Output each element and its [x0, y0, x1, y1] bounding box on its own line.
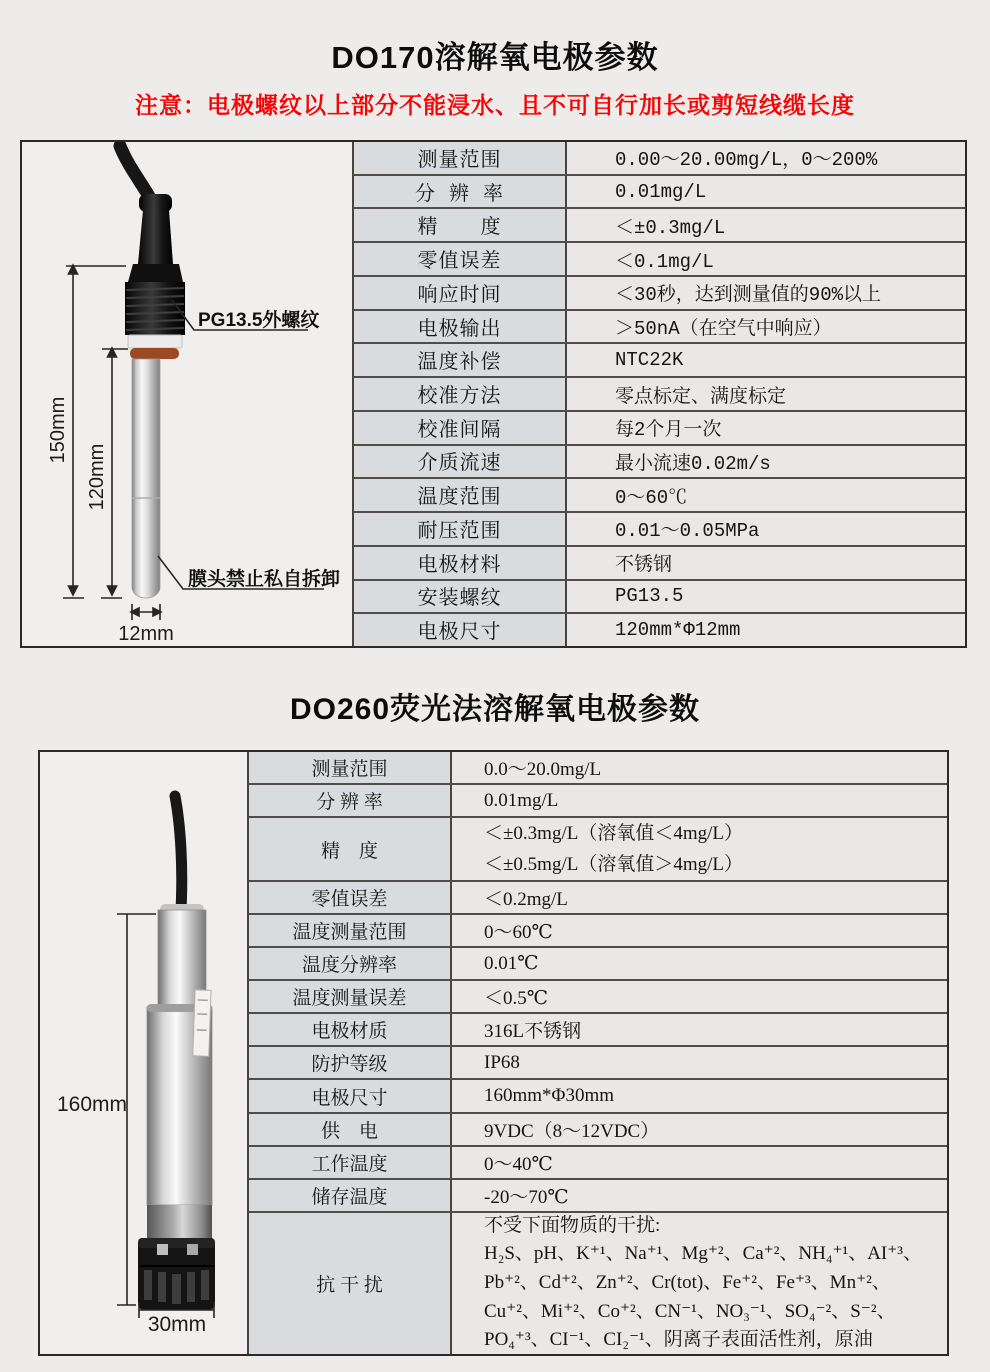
- spec-row: [354, 410, 965, 444]
- bottom-cap: [138, 1238, 215, 1310]
- do170-spec-table: [354, 142, 965, 646]
- spec-row: [354, 376, 965, 410]
- spec-label: 零值误差: [354, 243, 567, 275]
- spec-value: [452, 818, 947, 880]
- spec-row: [249, 979, 947, 1012]
- spec-row: [249, 1012, 947, 1045]
- spec-value: 最小流速0.02m/s: [615, 452, 771, 475]
- spec-label: 抗 干 扰: [249, 1213, 452, 1354]
- probe-cable: [120, 146, 150, 198]
- spec-value: 0～40℃: [484, 1153, 553, 1175]
- spec-value: 0～60℃: [484, 922, 553, 944]
- interference-line-5: PO₄⁺³、CI⁻¹、CI₂⁻¹、阴离子表面活性剂，原油: [484, 1329, 873, 1351]
- accuracy-line-2: ＜±0.5mg/L（溶氧值＞4mg/L）: [484, 854, 744, 876]
- spec-row: [354, 174, 965, 208]
- thread-callout-label: PG13.5外螺纹: [198, 310, 320, 331]
- spec-label: 电极尺寸: [249, 1080, 452, 1111]
- probe-cable: [175, 796, 182, 910]
- accuracy-line-1: ＜±0.3mg/L（溶氧值＜4mg/L）: [484, 823, 744, 845]
- spec-value: NTC22K: [615, 349, 684, 372]
- spec-label: 电极材料: [354, 547, 567, 579]
- spec-label: 耐压范围: [354, 513, 567, 545]
- spec-value: IP68: [484, 1051, 520, 1073]
- do170-title: DO170溶解氧电极参数: [331, 40, 659, 75]
- spec-value: ＜30秒，达到测量值的90%以上: [615, 284, 882, 307]
- spec-label: 测量范围: [249, 752, 452, 783]
- spec-row: [354, 142, 965, 174]
- spec-row: [249, 1145, 947, 1178]
- o-ring: [130, 348, 179, 359]
- steel-tube: [132, 359, 160, 598]
- spec-label: 温度补偿: [354, 344, 567, 376]
- spec-row: [249, 1178, 947, 1211]
- do170-section: [20, 140, 967, 648]
- spec-label: 储存温度: [249, 1180, 452, 1211]
- spec-value: ＜0.2mg/L: [484, 889, 568, 911]
- spec-label: 防护等级: [249, 1047, 452, 1078]
- dimension-label-12mm: 12mm: [118, 623, 174, 645]
- spec-label: 电极尺寸: [354, 614, 567, 646]
- spec-value: ＜±0.3mg/L: [615, 216, 726, 239]
- spec-row: [354, 207, 965, 241]
- spec-value: 每2个月一次: [615, 419, 722, 442]
- spec-value: 160mm*Φ30mm: [484, 1085, 615, 1106]
- spec-value: 0.01mg/L: [615, 180, 707, 203]
- spec-value: 0～60℃: [615, 486, 688, 509]
- spec-label: 校准间隔: [354, 412, 567, 444]
- spec-value: 120mm*Φ12mm: [615, 619, 741, 642]
- spec-value: [452, 1213, 947, 1354]
- spec-label: 响应时间: [354, 277, 567, 309]
- spec-value: 不锈钢: [615, 554, 673, 577]
- spec-label: 分 辨 率: [249, 785, 452, 816]
- spec-row: [249, 1045, 947, 1078]
- spec-label: 工作温度: [249, 1147, 452, 1178]
- spec-value: ＜0.5℃: [484, 988, 549, 1010]
- spec-row: [354, 309, 965, 343]
- spec-label: 测量范围: [354, 142, 567, 174]
- spec-value: -20～70℃: [484, 1186, 569, 1208]
- interference-line-1: 不受下面物质的干扰:: [484, 1214, 661, 1236]
- spec-label: 电极输出: [354, 311, 567, 343]
- do260-probe-image: [40, 752, 249, 1354]
- spec-value: 零点标定、满度标定: [615, 385, 787, 408]
- do260-section: [38, 750, 949, 1356]
- spec-label: 精 度: [249, 818, 452, 880]
- do260-title: DO260荧光法溶解氧电极参数: [289, 693, 701, 726]
- dimension-label-160mm: 160mm: [56, 1093, 128, 1116]
- spec-value: 0.0～20.0mg/L: [484, 759, 602, 781]
- spec-row-anti-interference: [249, 1211, 947, 1354]
- spec-row: [354, 241, 965, 275]
- spec-row: [354, 579, 965, 613]
- spec-value: 0.01℃: [484, 953, 539, 975]
- spec-label: 精 度: [354, 209, 567, 241]
- spec-value: 0.01mg/L: [484, 789, 559, 811]
- spec-row: [249, 1112, 947, 1145]
- spec-value: PG13.5: [615, 585, 684, 608]
- spec-value: ＞50nA（在空气中响应）: [615, 318, 832, 341]
- do260-probe-illustration: [40, 752, 247, 1354]
- dimension-label-150mm: 150mm: [47, 396, 69, 464]
- spec-row: [354, 612, 965, 646]
- spec-value: 0.01～0.05MPa: [615, 520, 760, 543]
- interference-line-3: Pb⁺²、Cd⁺²、Zn⁺²、Cr(tot)、Fe⁺²、Fe⁺³、Mn⁺²、: [484, 1272, 891, 1294]
- spec-label: 温度范围: [354, 479, 567, 511]
- spec-row: [354, 545, 965, 579]
- do170-probe-image: [22, 142, 354, 646]
- spec-row: [354, 275, 965, 309]
- dimension-label-30mm: 30mm: [147, 1313, 207, 1336]
- spec-row: [249, 783, 947, 816]
- spec-label: 介质流速: [354, 446, 567, 478]
- spec-label: 零值误差: [249, 882, 452, 913]
- spec-row: [249, 1078, 947, 1111]
- spec-value: 316L不锈钢: [484, 1021, 582, 1043]
- spec-label: 温度分辨率: [249, 948, 452, 979]
- spec-row: [354, 444, 965, 478]
- spec-label: 供 电: [249, 1114, 452, 1145]
- spec-value: 9VDC（8～12VDC）: [484, 1120, 660, 1142]
- spec-row: [249, 946, 947, 979]
- spec-row: [249, 913, 947, 946]
- spec-row: [354, 342, 965, 376]
- spec-label: 校准方法: [354, 378, 567, 410]
- dimension-label-120mm: 120mm: [86, 443, 108, 511]
- do260-spec-table: [249, 752, 947, 1354]
- interference-line-4: Cu⁺²、Mi⁺²、Co⁺²、CN⁻¹、NO₃⁻¹、SO₄⁻²、S⁻²、: [484, 1300, 896, 1322]
- spec-row: [354, 477, 965, 511]
- spec-row: [354, 511, 965, 545]
- spec-row: [249, 816, 947, 880]
- interference-line-2: H₂S、pH、K⁺¹、Na⁺¹、Mg⁺²、Ca⁺²、NH₄⁺¹、AI⁺³、: [484, 1243, 922, 1265]
- spec-row: [249, 880, 947, 913]
- spec-value: ＜0.1mg/L: [615, 250, 714, 273]
- spec-label: 温度测量范围: [249, 915, 452, 946]
- spec-label: 电极材质: [249, 1014, 452, 1045]
- spec-row: [249, 752, 947, 783]
- spec-value: 0.00～20.00mg/L，0～200%: [615, 149, 878, 172]
- warning-note: 注意：电极螺纹以上部分不能浸水、且不可自行加长或剪短线缆长度: [135, 92, 855, 118]
- spec-label: 温度测量误差: [249, 981, 452, 1012]
- body-sticker: [193, 990, 211, 1057]
- spec-label: 安装螺纹: [354, 581, 567, 613]
- spec-label: 分 辨 率: [354, 176, 567, 208]
- membrane-callout-label: 膜头禁止私自拆卸: [188, 569, 341, 590]
